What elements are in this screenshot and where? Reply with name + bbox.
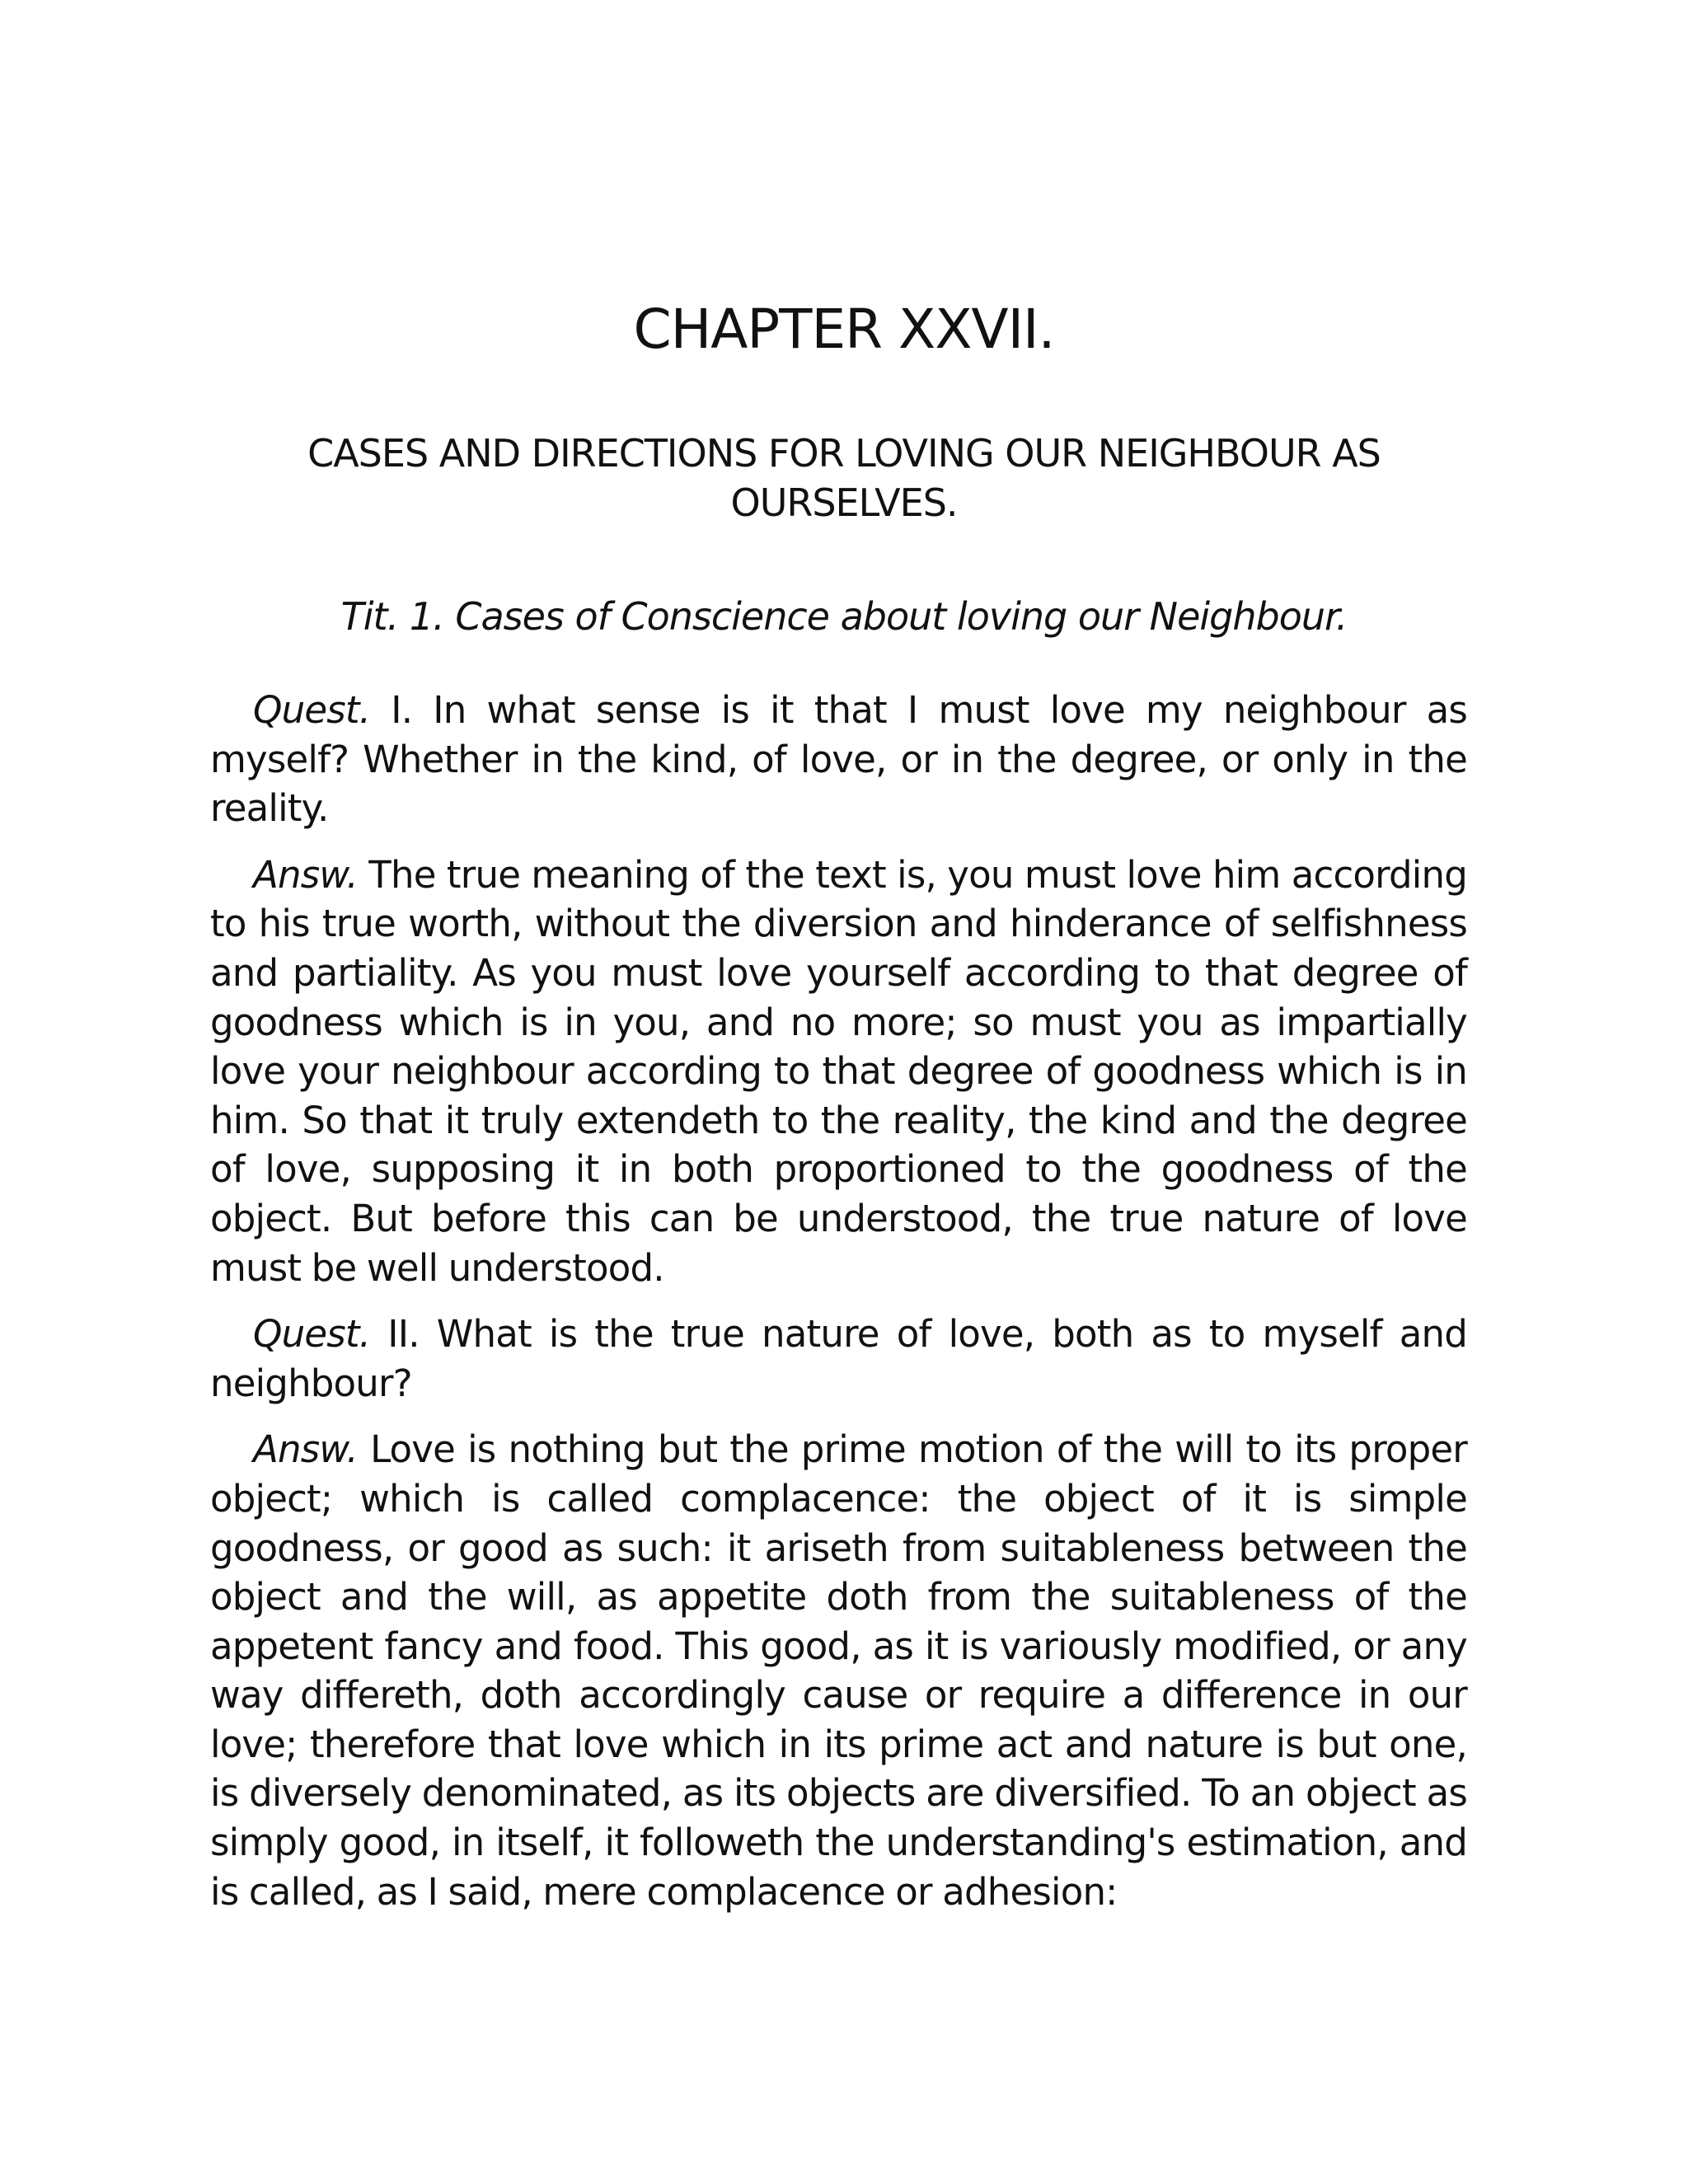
paragraph-lead: Quest.: [253, 1312, 371, 1357]
paragraph-answer-2: [210, 1425, 1467, 1916]
paragraph-text: I. In what sense is it that I must love my neighbour as myself? Whether in the kind, of love, or in the degree, or only in the reality.: [210, 688, 1467, 831]
body-text: [210, 686, 1467, 1933]
section-title: Tit. 1. Cases of Conscience about loving our Neighbour.: [340, 594, 1348, 639]
paragraph-quest-2: [210, 1310, 1467, 1408]
paragraph-lead: Quest.: [253, 688, 371, 732]
paragraph-text: Love is nothing but the prime motion of the will to its proper object; which is called complacence: the object of it is simple goodness, or good as such: it ariseth from suitableness between the object and the will, as appetite doth from the suitableness of the appetent fancy and food. This good, as it is variously modified, or any way differeth, doth accordingly cause or require a difference in our love; therefore that love which in its prime act and nature is but one, is diversely denominated, as its objects are diversified. To an object as simply good, in itself, it followeth the understanding's estimation, and is called, as I said, mere complacence or adhesion:: [210, 1427, 1467, 1914]
chapter-subtitle: CASES AND DIRECTIONS FOR LOVING OUR NEIGHBOUR AS OURSELVES.: [307, 431, 1381, 525]
paragraph-answer-1: [210, 851, 1467, 1292]
paragraph-lead: Answ.: [253, 1427, 358, 1472]
chapter-title: CHAPTER XXVII.: [633, 298, 1055, 361]
paragraph-lead: Answ.: [253, 852, 358, 897]
paragraph-text: The true meaning of the text is, you must love him according to his true worth, without the diversion and hinderance of selfishness and partiality. As you must love yourself according to that degree of goodness which is in you, and no more; so must you as impartially love your neighbour according to that degree of goodness which is in him. So that it truly extendeth to the reality, the kind and the degree of love, supposing it in both proportioned to the goodness of the object. But before this can be understood, the true nature of love must be well understood.: [210, 852, 1467, 1290]
paragraph-quest-1: [210, 686, 1467, 833]
paragraph-text: II. What is the true nature of love, both as to myself and neighbour?: [210, 1312, 1467, 1405]
